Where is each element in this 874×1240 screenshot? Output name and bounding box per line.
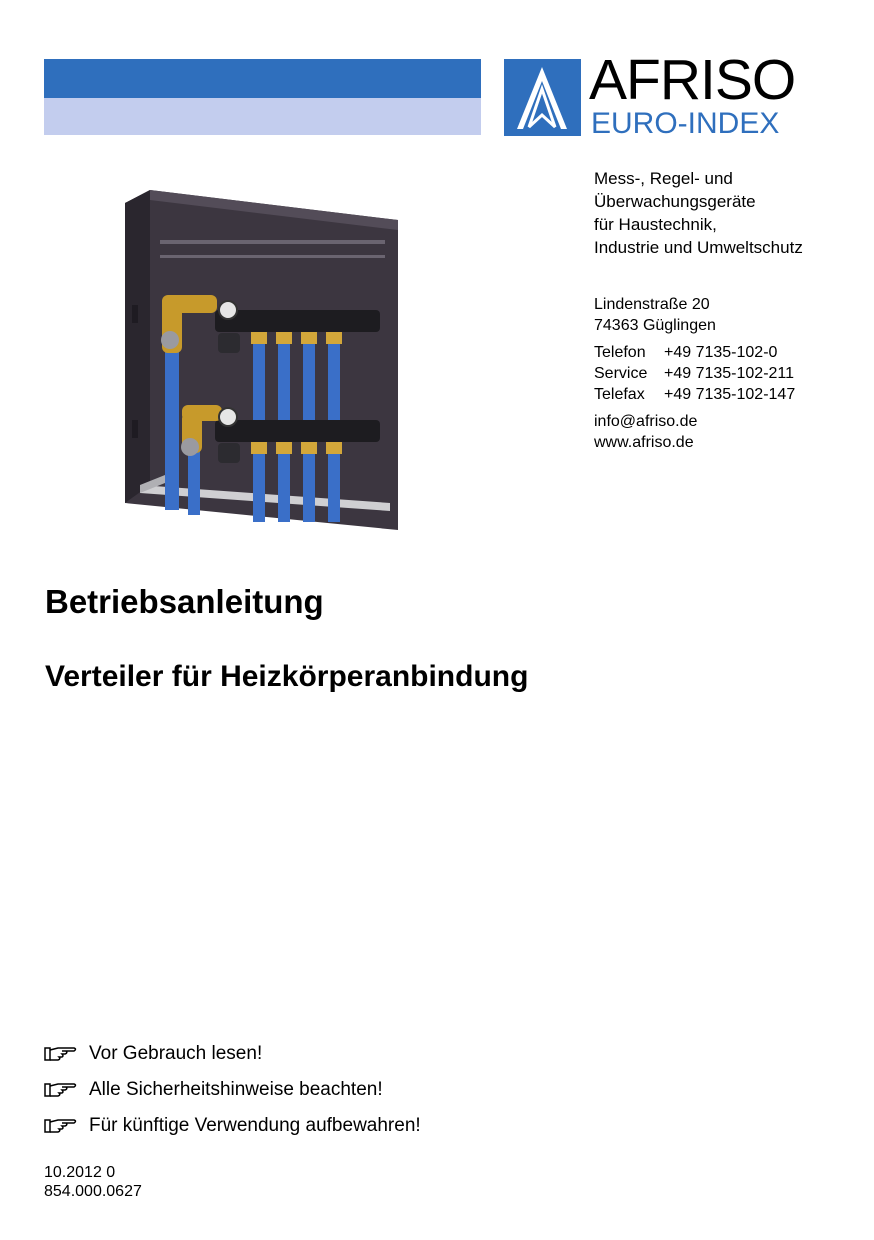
contact-phone — [594, 342, 795, 363]
pointing-hand-icon — [44, 1044, 78, 1064]
header-bar-dark — [44, 59, 481, 98]
contact-value: +49 7135-102-147 — [664, 386, 796, 403]
note-item — [44, 1036, 421, 1072]
contact-label: Telefax — [594, 386, 645, 403]
contact-value: +49 7135-102-0 — [664, 344, 778, 361]
note-text: Vor Gebrauch lesen! — [89, 1043, 263, 1064]
contact-label: Telefon — [594, 344, 646, 361]
pointing-hand-icon — [44, 1080, 78, 1100]
date-code: 10.2012 0 — [44, 1164, 116, 1181]
company-description — [594, 167, 803, 259]
company-description-line: Industrie und Umweltschutz — [594, 238, 803, 257]
address-city: 74363 Güglingen — [594, 317, 716, 334]
company-contacts — [594, 342, 795, 405]
contact-fax — [594, 384, 795, 405]
document-title: Betriebsanleitung — [45, 583, 324, 620]
note-item — [44, 1108, 421, 1144]
note-item — [44, 1072, 421, 1108]
note-text: Für künftige Verwendung aufbewahren! — [89, 1115, 421, 1136]
afriso-logo-icon — [504, 59, 581, 136]
contact-service — [594, 363, 795, 384]
company-description-line: für Haustechnik, — [594, 215, 717, 234]
header-bar-light — [44, 98, 481, 135]
document-codes — [44, 1163, 142, 1201]
note-text: Alle Sicherheitshinweise beachten! — [89, 1079, 383, 1100]
contact-value: +49 7135-102-211 — [664, 365, 795, 382]
company-address — [594, 294, 716, 336]
logo-subname: EURO-INDEX — [591, 107, 780, 140]
address-street: Lindenstraße 20 — [594, 296, 710, 313]
document-subtitle: Verteiler für Heizkörperanbindung — [45, 660, 529, 693]
logo-name: AFRISO — [589, 48, 796, 112]
company-description-line: Mess-, Regel- und — [594, 169, 733, 188]
document-number: 854.000.0627 — [44, 1183, 142, 1200]
website-link[interactable]: www.afriso.de — [594, 434, 694, 451]
company-web — [594, 411, 697, 453]
pointing-hand-icon — [44, 1116, 78, 1136]
safety-notes — [44, 1036, 421, 1144]
email-link[interactable]: info@afriso.de — [594, 413, 698, 430]
company-description-line: Überwachungsgeräte — [594, 192, 756, 211]
contact-label: Service — [594, 365, 648, 382]
manifold-illustration — [120, 185, 405, 535]
